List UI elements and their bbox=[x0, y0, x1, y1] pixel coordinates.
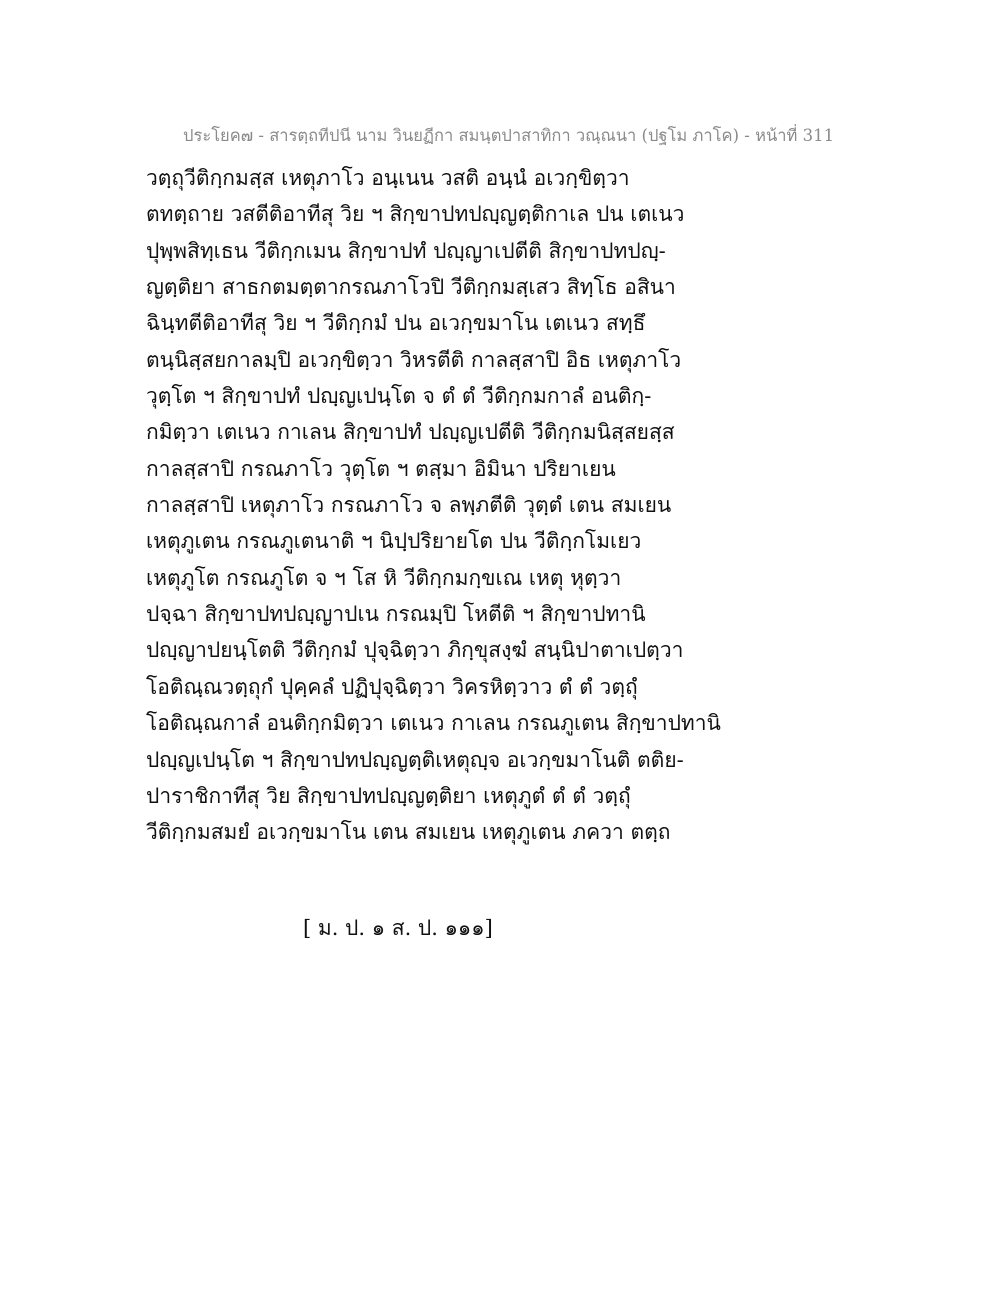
body-text bbox=[146, 160, 846, 851]
text-line: โอติณฺณวตฺถุกํ ปุคฺคลํ ปฏิปุจฺฉิตฺวา วิครหิตฺวาว ตํ ตํ วตฺถุํ bbox=[146, 674, 638, 699]
text-line: ปุพฺพสิทฺเธน วีติกฺกเมน สิกฺขาปทํ ปญฺญาเปตีติ สิกฺขาปทปญฺ- bbox=[146, 238, 666, 263]
text-line: กมิตฺวา เตเนว กาเลน สิกฺขาปทํ ปญฺญเปตีติ วีติกฺกมนิสฺสยสฺส bbox=[146, 420, 675, 445]
text-line: วีติกฺกมสมยํ อเวกฺขมาโน เตน สมเยน เหตุภูเตน ภควา ตตฺถ bbox=[146, 820, 671, 845]
page-header: ประโยค๗ - สารตฺถทีปนี นาม วินยฏีกา สมนฺตปาสาทิกา วณฺณนา (ปฐโม ภาโค) - หน้าที่ 311 bbox=[183, 126, 835, 145]
text-line: ปญฺญเปนฺโต ฯ สิกฺขาปทปญฺญตฺติเหตุญฺจ อเวกฺขมาโนติ ตติย- bbox=[146, 747, 684, 772]
text-line: ปญฺญาปยนฺโตติ วีติกฺกมํ ปุจฺฉิตฺวา ภิกฺขุสงฺฆํ สนฺนิปาตาเปตฺวา bbox=[146, 638, 684, 663]
text-line: ฉินฺทตีติอาทีสุ วิย ฯ วีติกฺกมํ ปน อเวกฺขมาโน เตเนว สทฺธึ bbox=[146, 311, 646, 336]
text-line: ตนฺนิสฺสยกาลมฺปิ อเวกฺขิตฺวา วิหรตีติ กาลสฺสาปิ อิธ เหตุภาโว bbox=[146, 347, 682, 372]
source-reference: [ ม. ป. ๑ ส. ป. ๑๑๑] bbox=[303, 916, 493, 940]
text-line: วุตฺโต ฯ สิกฺขาปทํ ปญฺญเปนฺโต จ ตํ ตํ วีติกฺกมกาลํ อนติกฺ- bbox=[146, 384, 652, 409]
text-line: โอติณฺณกาลํ อนติกฺกมิตฺวา เตเนว กาเลน กรณภูเตน สิกฺขาปทานิ bbox=[146, 711, 721, 736]
text-line: ตทตฺถาย วสตีติอาทีสุ วิย ฯ สิกฺขาปทปญฺญตฺติกาเล ปน เตเนว bbox=[146, 202, 685, 227]
text-line: กาลสฺสาปิ กรณภาโว วุตฺโต ฯ ตสฺมา อิมินา ปริยาเยน bbox=[146, 456, 616, 481]
text-line: เหตุภูโต กรณภูโต จ ฯ โส หิ วีติกฺกมกฺขเณ เหตุ หุตฺวา bbox=[146, 565, 622, 590]
text-line: ปจฺฉา สิกฺขาปทปญฺญาปเน กรณมฺปิ โหตีติ ฯ สิกฺขาปทานิ bbox=[146, 602, 646, 627]
text-line: เหตุภูเตน กรณภูเตนาติ ฯ นิปฺปริยายโต ปน วีติกฺกโมเยว bbox=[146, 529, 642, 554]
text-line: ปาราชิกาทีสุ วิย สิกฺขาปทปญฺญตฺติยา เหตุภูตํ ตํ ตํ วตฺถุํ bbox=[146, 783, 631, 808]
text-line: ญตฺติยา สาธกตมตฺตากรณภาโวปิ วีติกฺกมสฺเสว สิทฺโธ อสินา bbox=[146, 275, 676, 300]
text-line: วตฺถุวีติกฺกมสฺส เหตุภาโว อนฺเนน วสติ อนฺนํ อเวกฺขิตฺวา bbox=[146, 166, 630, 190]
text-line: กาลสฺสาปิ เหตุภาโว กรณภาโว จ ลพฺภตีติ วุตฺตํ เตน สมเยน bbox=[146, 493, 672, 518]
